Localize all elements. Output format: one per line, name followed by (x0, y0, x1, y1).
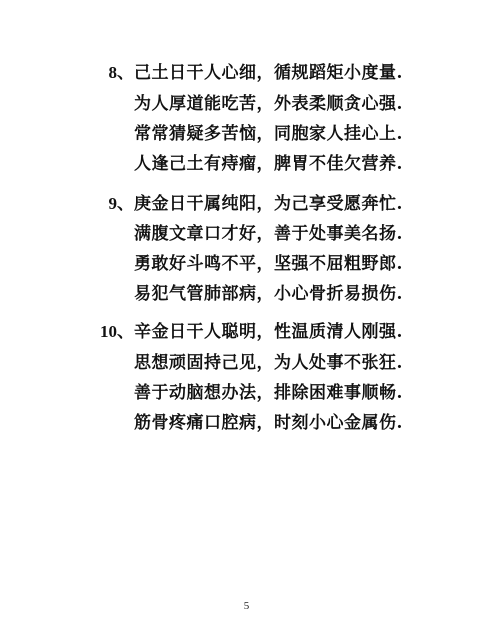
verse-line: 常常猜疑多苦恼，同胞家人挂心上. (134, 124, 403, 144)
verse-line: 己土日干人心细，循规蹈矩小度量. (134, 63, 403, 83)
stanza-number: 10、 (100, 322, 134, 341)
verse-line: 满腹文章口才好，善于处事美名扬. (134, 224, 403, 244)
verse-line: 辛金日干人聪明，性温质清人刚强. (134, 322, 403, 342)
verse-line: 人逢己土有痔瘤，脾胃不佳欠营养. (134, 154, 403, 174)
verse-line: 勇敢好斗鸣不平，坚强不屈粗野郎. (134, 254, 403, 274)
verse-line: 易犯气管肺部病，小心骨折易损伤. (134, 284, 403, 304)
stanza-number: 9、 (108, 194, 134, 213)
verse-line: 筋骨疼痛口腔病，时刻小心金属伤. (134, 413, 403, 433)
verse-line: 为人厚道能吃苦，外表柔顺贪心强. (134, 94, 403, 114)
stanza-number: 8、 (108, 63, 134, 82)
verse-line: 善于动脑想办法，排除困难事顺畅. (134, 383, 403, 403)
verse-line: 庚金日干属纯阳，为己享受愿奔忙. (134, 194, 403, 214)
verse-line: 思想顽固持己见，为人处事不张狂. (134, 353, 403, 373)
page-number: 5 (243, 600, 250, 612)
